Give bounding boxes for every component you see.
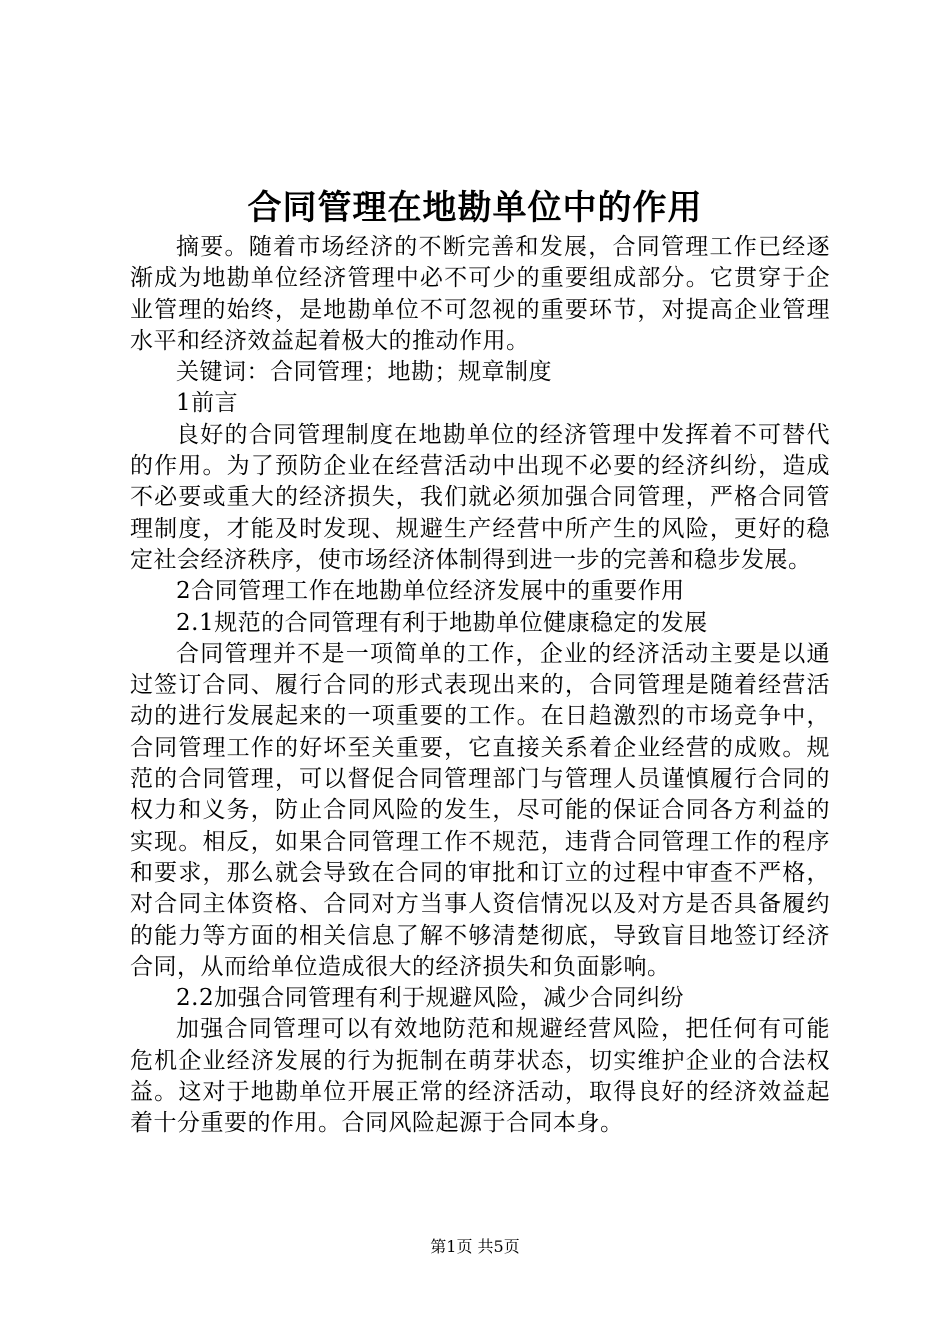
subsection-heading-2-1: 2.1规范的合同管理有利于地勘单位健康稳定的发展: [176, 609, 708, 636]
body-paragraph: 良好的合同管理制度在地勘单位的经济管理中发挥着不可替代的作用。为了预防企业在经营活动中出现不必要的经济纠纷，造成不必要或重大的经济损失，我们就必须加强合同管理，严格合同管理制度，才能及时发现、规避生产经营中所产生的风险，更好的稳定社会经济秩序，使市场经济体制得到进一步的完善和稳步发展。: [130, 421, 830, 573]
document-title: 合同管理在地勘单位中的作用: [247, 188, 703, 228]
section-heading-2: 2合同管理工作在地勘单位经济发展中的重要作用: [176, 578, 685, 605]
abstract-paragraph: 摘要。随着市场经济的不断完善和发展，合同管理工作已经逐渐成为地勘单位经济管理中必不可少的重要组成部分。它贯穿于企业管理的始终，是地勘单位不可忽视的重要环节，对提高企业管理水平和经济效益起着极大的推动作用。: [130, 234, 830, 354]
document-body: [130, 232, 830, 1140]
page-footer: 第1页 共5页: [430, 1237, 520, 1256]
body-paragraph: 加强合同管理可以有效地防范和规避经营风险，把任何有可能危机企业经济发展的行为扼制在萌芽状态，切实维护企业的合法权益。这对于地勘单位开展正常的经济活动，取得良好的经济效益起着十分重要的作用。合同风险起源于合同本身。: [130, 1016, 830, 1137]
body-paragraph: 合同管理并不是一项简单的工作，企业的经济活动主要是以通过签订合同、履行合同的形式表现出来的，合同管理是随着经营活动的进行发展起来的一项重要的工作。在日趋激烈的市场竞争中，合同管理工作的好坏至关重要，它直接关系着企业经营的成败。规范的合同管理，可以督促合同管理部门与管理人员谨慎履行合同的权力和义务，防止合同风险的发生，尽可能的保证合同各方利益的实现。相反，如果合同管理工作不规范，违背合同管理工作的程序和要求，那么就会导致在合同的审批和订立的过程中审查不严格，对合同主体资格、合同对方当事人资信情况以及对方是否具备履约的能力等方面的相关信息了解不够清楚彻底，导致盲目地签订经济合同，从而给单位造成很大的经济损失和负面影响。: [130, 640, 830, 980]
section-heading-1: 1前言: [176, 390, 239, 417]
subsection-heading-2-2: 2.2加强合同管理有利于规避风险，减少合同纠纷: [176, 985, 685, 1012]
keywords-line: 关键词：合同管理；地勘；规章制度: [176, 359, 552, 386]
